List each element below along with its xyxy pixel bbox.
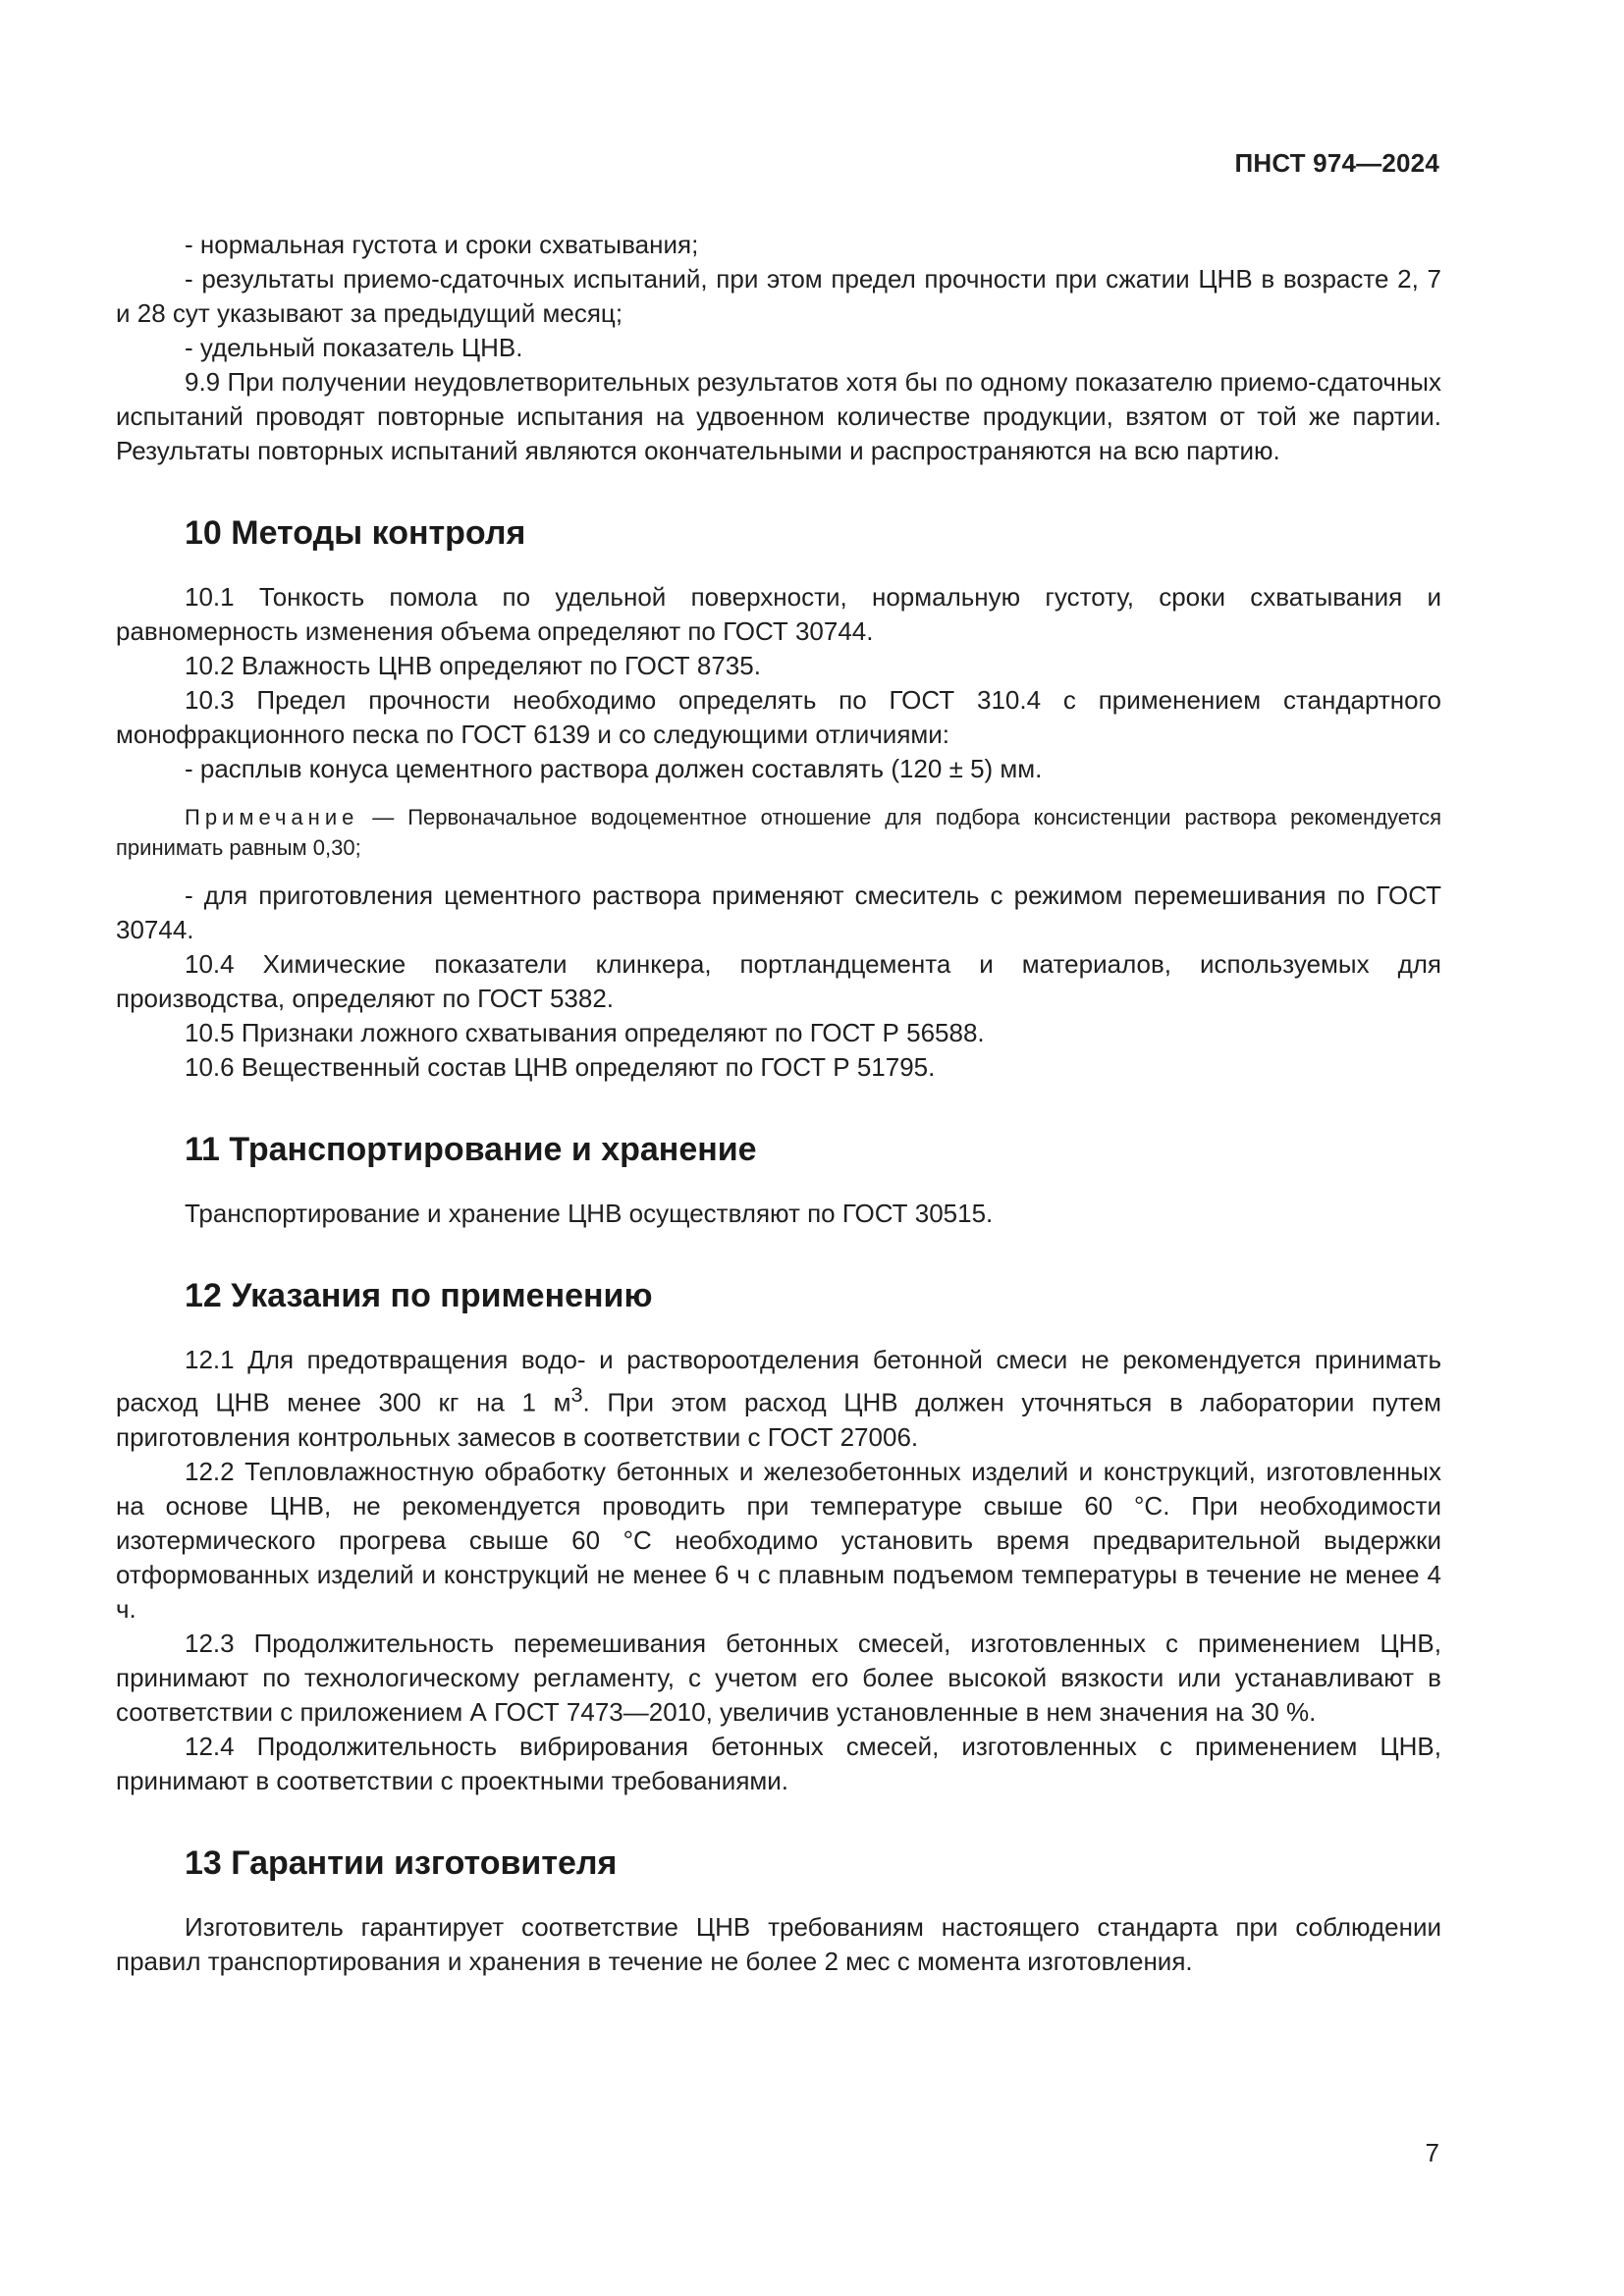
page-number: 7 (1425, 2138, 1439, 2167)
list-item: - для приготовления цементного раствора применяют смеситель с режимом перемешивания по ГОСТ 30744. (116, 881, 1441, 944)
section-10-heading: 10 Методы контроля (185, 514, 526, 552)
paragraph-10-4: 10.4 Химические показатели клинкера, портландцемента и материалов, используемых для производства, определяют по ГОСТ 5382. (116, 949, 1441, 1013)
note (116, 802, 1441, 863)
note-label: Примечание (185, 805, 359, 829)
document-code-header: ПНСТ 974—2024 (1234, 148, 1439, 178)
paragraph-12-2: 12.2 Тепловлажностную обработку бетонных и железобетонных изделий и конструкций, изготовленных на основе ЦНВ, не рекомендуется проводить при температуре свыше 60 °С. При необходимости изотермического прогрева свыше 60 °С необходимо установить время предварительной выдержки отформованных изделий и конструкций не менее 6 ч с плавным подъемом температуры в течение не менее 4 ч. (116, 1456, 1441, 1624)
section-11-heading: 11 Транспортирование и хранение (185, 1131, 757, 1168)
list-item: - нормальная густота и сроки схватывания; (185, 230, 699, 259)
paragraph-10-3: 10.3 Предел прочности необходимо определять по ГОСТ 310.4 с применением стандартного монофракционного песка по ГОСТ 6139 и со следующими отличиями: (116, 685, 1441, 749)
list-item: - результаты приемо-сдаточных испытаний, при этом предел прочности при сжатии ЦНВ в возрасте 2, 7 и 28 сут указывают за предыдущий месяц; (116, 264, 1441, 328)
paragraph-12-1-start: 12.1 Для предотвращения водо- и раствороотделения бетонной смеси не рекомендуется принимать расход ЦНВ менее 300 кг на 1 м (116, 1345, 1441, 1417)
paragraph-10-6: 10.6 Вещественный состав ЦНВ определяют по ГОСТ Р 51795. (185, 1052, 936, 1082)
paragraph-9-9: 9.9 При получении неудовлетворительных результатов хотя бы по одному показателю приемо-сдаточных испытаний проводят повторные испытания на удвоенном количестве продукции, взятом от той же партии. Результаты повторных испытаний являются окончательными и распространяются на всю партию. (116, 367, 1441, 465)
paragraph-12-1 (116, 1343, 1441, 1455)
paragraph-12-4: 12.4 Продолжительность вибрирования бетонных смесей, изготовленных с применением ЦНВ, принимают в соответствии с проектными требованиями. (116, 1731, 1441, 1795)
section-13-heading: 13 Гарантии изготовителя (185, 1843, 618, 1882)
paragraph-12-1-end: . При этом расход ЦНВ должен уточняться в лаборатории путем приготовления контрольных замесов в соответствии с ГОСТ 27006. (116, 1387, 1442, 1452)
paragraph-10-5: 10.5 Признаки ложного схватывания определяют по ГОСТ Р 56588. (185, 1018, 985, 1047)
paragraph-10-1: 10.1 Тонкость помола по удельной поверхности, нормальную густоту, сроки схватывания и равномерность изменения объема определяют по ГОСТ 30744. (116, 582, 1441, 646)
note-text: — Первоначальное водоцементное отношение для подбора консистенции раствора рекомендуется принимать равным 0,30; (116, 805, 1441, 860)
document-body (116, 228, 1441, 1979)
list-item: - расплыв конуса цементного раствора должен составлять (120 ± 5) мм. (185, 754, 1043, 783)
paragraph-12-3: 12.3 Продолжительность перемешивания бетонных смесей, изготовленных с применением ЦНВ, принимают по технологическому регламенту, с учетом его более высокой вязкости или устанавливают в соответствии с приложением А ГОСТ 7473—2010, увеличив установленные в нем значения на 30 %. (116, 1628, 1441, 1727)
paragraph-13: Изготовитель гарантирует соответствие ЦНВ требованиям настоящего стандарта при соблюдении правил транспортирования и хранения в течение не более 2 мес с момента изготовления. (116, 1911, 1441, 1976)
paragraph-10-2: 10.2 Влажность ЦНВ определяют по ГОСТ 8735. (185, 651, 761, 680)
superscript: 3 (570, 1382, 583, 1407)
list-item: - удельный показатель ЦНВ. (185, 333, 523, 362)
paragraph-11: Транспортирование и хранение ЦНВ осуществляют по ГОСТ 30515. (185, 1199, 994, 1228)
section-12-heading: 12 Указания по применению (185, 1277, 653, 1314)
